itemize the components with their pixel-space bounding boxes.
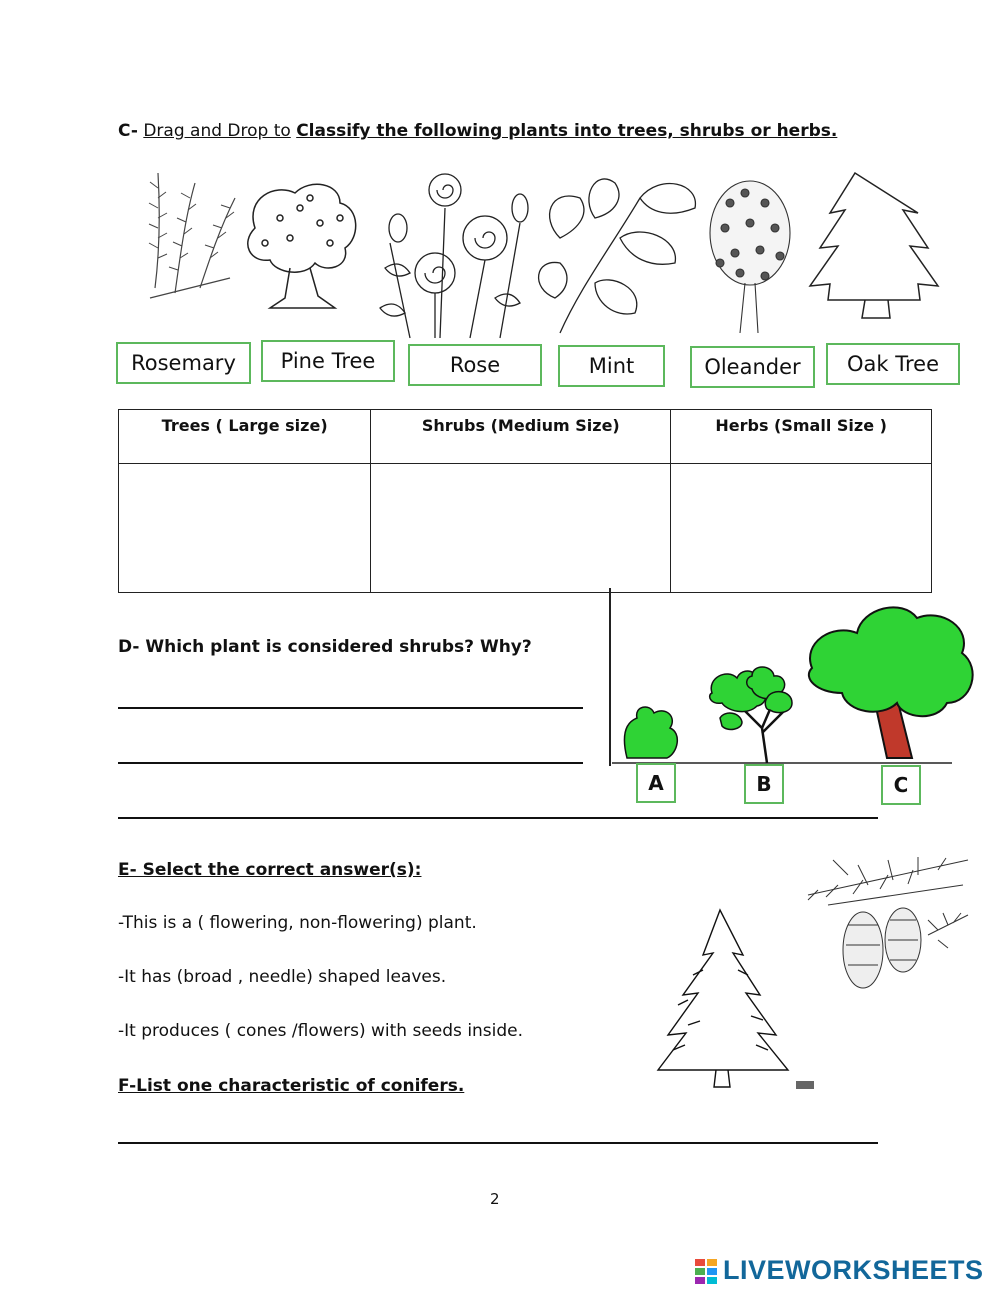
section-e-heading: E- Select the correct answer(s): [118, 860, 422, 880]
mint-image [539, 179, 696, 333]
header-trees: Trees ( Large size) [119, 410, 371, 464]
word-oleander[interactable]: Oleander [690, 346, 815, 388]
rosemary-image [149, 173, 235, 298]
divider-vertical [609, 588, 611, 766]
drop-zone-herbs[interactable] [671, 464, 932, 593]
drop-zone-trees[interactable] [119, 464, 371, 593]
page-number: 2 [490, 1190, 500, 1208]
section-d-question: D- Which plant is considered shrubs? Why? [118, 637, 532, 657]
brand-logo[interactable] [695, 1255, 984, 1286]
section-e-line-2[interactable]: -It has (broad , needle) shaped leaves. [118, 967, 447, 987]
section-f-heading: F-List one characteristic of conifers. [118, 1076, 465, 1096]
pine-tree-image [810, 173, 938, 318]
section-c-label: C- [118, 121, 138, 141]
word-pine-tree[interactable]: Pine Tree [261, 340, 395, 382]
word-oak-tree[interactable]: Oak Tree [826, 343, 960, 385]
word-mint[interactable]: Mint [558, 345, 665, 387]
section-e-line-3[interactable]: -It produces ( cones /flowers) with seeds inside. [118, 1021, 524, 1041]
word-rose[interactable]: Rose [408, 344, 542, 386]
option-b-box[interactable]: B [744, 764, 784, 804]
plant-size-illustration [612, 598, 982, 768]
section-c-bold-text: Classify the following plants into trees, shrubs or herbs. [296, 121, 838, 141]
classification-table [118, 409, 932, 593]
shrub-image [710, 667, 792, 763]
oleander-image [710, 181, 790, 333]
herb-image [624, 707, 677, 758]
fruit-tree-image [248, 184, 356, 308]
brand-name: LIVEWORKSHEETS [723, 1255, 984, 1285]
copyright-mark [796, 1081, 814, 1089]
pine-cones-image [808, 857, 968, 988]
word-rosemary[interactable]: Rosemary [116, 342, 251, 384]
section-c-heading [118, 121, 837, 141]
answer-input-d2[interactable] [118, 735, 587, 763]
liveworksheets-logo-icon [695, 1257, 719, 1285]
tree-image [809, 607, 973, 758]
header-herbs: Herbs (Small Size ) [671, 410, 932, 464]
conifer-tree-image [658, 910, 788, 1087]
answer-input-f[interactable] [118, 1115, 882, 1143]
section-c-instruction: Drag and Drop to [143, 121, 291, 141]
header-shrubs: Shrubs (Medium Size) [371, 410, 671, 464]
option-a-box[interactable]: A [636, 763, 676, 803]
plant-illustrations [140, 168, 960, 343]
drop-zone-shrubs[interactable] [371, 464, 671, 593]
option-c-box[interactable]: C [881, 765, 921, 805]
conifer-illustration [648, 855, 973, 1095]
section-e-line-1[interactable]: -This is a ( flowering, non-flowering) plant. [118, 913, 477, 933]
answer-input-d1[interactable] [118, 680, 587, 708]
rose-image [380, 174, 528, 338]
